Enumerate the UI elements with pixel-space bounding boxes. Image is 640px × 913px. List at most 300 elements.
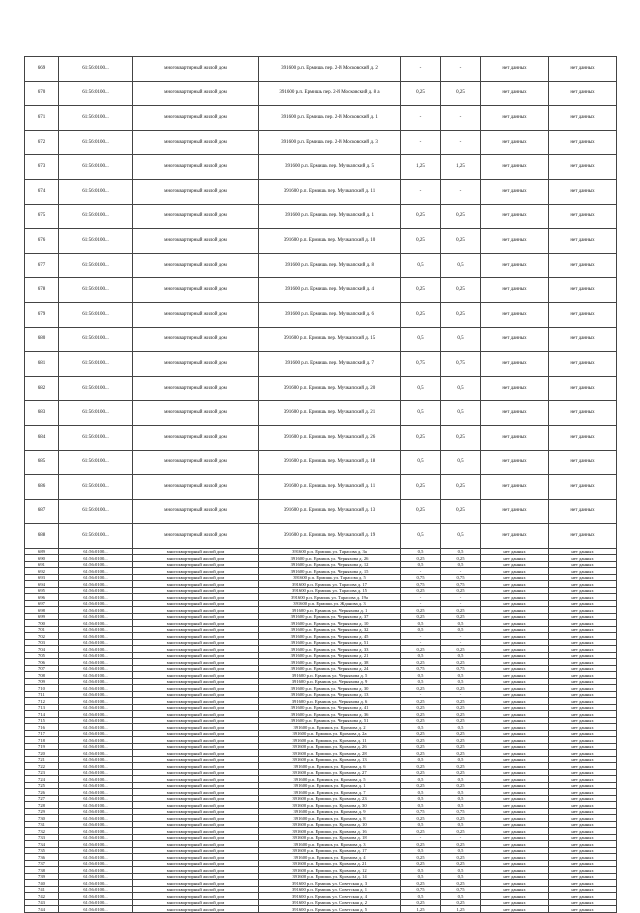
- value-b-cell: -: [441, 834, 481, 841]
- value-a-cell: 0,5: [401, 561, 441, 568]
- object-type-cell: многоквартирный жилой дом: [133, 352, 259, 377]
- cadastral-number-cell: 61:56:0100...: [59, 57, 133, 82]
- value-b-cell: 0,25: [441, 425, 481, 450]
- status-b-cell: нет данных: [549, 841, 617, 848]
- value-b-cell: 0,5: [441, 253, 481, 278]
- status-b-cell: нет данных: [549, 620, 617, 627]
- row-number-cell: 735: [25, 847, 59, 854]
- value-a-cell: -: [401, 691, 441, 698]
- status-b-cell: нет данных: [549, 678, 617, 685]
- row-number-cell: 692: [25, 568, 59, 575]
- value-b-cell: 0,25: [441, 81, 481, 106]
- value-a-cell: 0,25: [401, 204, 441, 229]
- status-a-cell: нет данных: [481, 499, 549, 524]
- cadastral-number-cell: 61:56:0100...: [59, 652, 133, 659]
- status-a-cell: нет данных: [481, 106, 549, 131]
- status-b-cell: нет данных: [549, 613, 617, 620]
- cadastral-number-cell: 61:56:0100...: [59, 724, 133, 731]
- value-b-cell: -: [441, 639, 481, 646]
- row-number-cell: 695: [25, 587, 59, 594]
- table-row: [25, 376, 617, 401]
- object-type-cell: многоквартирный жилой дом: [133, 841, 259, 848]
- address-cell: 391600 р.п. Ермишь ул. Кромова д. 17: [259, 847, 401, 854]
- value-b-cell: 0,5: [441, 672, 481, 679]
- value-b-cell: 0,25: [441, 555, 481, 562]
- value-b-cell: 0,5: [441, 548, 481, 555]
- cadastral-number-cell: 61:56:0100...: [59, 555, 133, 562]
- row-number-cell: 744: [25, 906, 59, 913]
- row-number-cell: 681: [25, 352, 59, 377]
- value-b-cell: 0,5: [441, 678, 481, 685]
- value-b-cell: 0,5: [441, 724, 481, 731]
- value-a-cell: 0,25: [401, 899, 441, 906]
- object-type-cell: многоквартирный жилой дом: [133, 659, 259, 666]
- object-type-cell: многоквартирный жилой дом: [133, 860, 259, 867]
- address-cell: 391600 р.п. Ермишь пер. 2-й Московский д. 1: [259, 106, 401, 131]
- address-cell: 391600 р.п. Ермишь пер. Мучкапский д. 5: [259, 155, 401, 180]
- cadastral-number-cell: 61:56:0100...: [59, 581, 133, 588]
- value-b-cell: 0,25: [441, 743, 481, 750]
- object-type-cell: многоквартирный жилой дом: [133, 678, 259, 685]
- value-b-cell: 0,25: [441, 587, 481, 594]
- address-cell: 391600 р.п. Ермишь ул. Черняхова д. 15: [259, 568, 401, 575]
- row-number-cell: 684: [25, 425, 59, 450]
- cadastral-number-cell: 61:56:0100...: [59, 873, 133, 880]
- cadastral-number-cell: 61:56:0100...: [59, 646, 133, 653]
- value-a-cell: 0,25: [401, 302, 441, 327]
- row-number-cell: 719: [25, 743, 59, 750]
- status-a-cell: нет данных: [481, 906, 549, 913]
- cadastral-number-cell: 61:56:0100...: [59, 607, 133, 614]
- status-b-cell: нет данных: [549, 704, 617, 711]
- object-type-cell: многоквартирный жилой дом: [133, 893, 259, 900]
- row-number-cell: 673: [25, 155, 59, 180]
- status-b-cell: нет данных: [549, 854, 617, 861]
- value-a-cell: -: [401, 639, 441, 646]
- row-number-cell: 679: [25, 302, 59, 327]
- status-b-cell: нет данных: [549, 691, 617, 698]
- cadastral-number-cell: 61:56:0100...: [59, 613, 133, 620]
- row-number-cell: 669: [25, 57, 59, 82]
- status-a-cell: нет данных: [481, 620, 549, 627]
- cadastral-number-cell: 61:56:0100...: [59, 789, 133, 796]
- status-b-cell: нет данных: [549, 847, 617, 854]
- status-b-cell: нет данных: [549, 155, 617, 180]
- object-type-cell: многоквартирный жилой дом: [133, 548, 259, 555]
- address-cell: 391600 р.п. Ермишь пер. Мучкапский д. 11: [259, 179, 401, 204]
- value-b-cell: 0,5: [441, 626, 481, 633]
- status-b-cell: нет данных: [549, 574, 617, 581]
- value-b-cell: 0,25: [441, 737, 481, 744]
- table-row: [25, 327, 617, 352]
- address-cell: 391600 р.п. Ермишь ул. Черняхова д. 26: [259, 555, 401, 562]
- object-type-cell: многоквартирный жилой дом: [133, 581, 259, 588]
- status-b-cell: нет данных: [549, 711, 617, 718]
- status-b-cell: нет данных: [549, 229, 617, 254]
- address-cell: 391600 р.п. Ермишь ул. Советская д. 4: [259, 893, 401, 900]
- status-a-cell: нет данных: [481, 600, 549, 607]
- cadastral-number-cell: 61:56:0100...: [59, 620, 133, 627]
- object-type-cell: многоквартирный жилой дом: [133, 620, 259, 627]
- status-b-cell: нет данных: [549, 179, 617, 204]
- value-a-cell: 0,5: [401, 873, 441, 880]
- table-row: [25, 130, 617, 155]
- value-b-cell: 0,25: [441, 704, 481, 711]
- object-type-cell: многоквартирный жилой дом: [133, 795, 259, 802]
- object-type-cell: многоквартирный жилой дом: [133, 873, 259, 880]
- status-a-cell: нет данных: [481, 789, 549, 796]
- row-number-cell: 730: [25, 815, 59, 822]
- address-cell: 391600 р.п. Ермишь ул. Кромова д. 16: [259, 828, 401, 835]
- status-a-cell: нет данных: [481, 893, 549, 900]
- row-number-cell: 714: [25, 711, 59, 718]
- cadastral-number-cell: 61:56:0100...: [59, 841, 133, 848]
- row-number-cell: 680: [25, 327, 59, 352]
- value-a-cell: 0,25: [401, 730, 441, 737]
- status-a-cell: нет данных: [481, 763, 549, 770]
- address-cell: 391600 р.п. Ермишь ул. Черняхова д. 12: [259, 561, 401, 568]
- cadastral-number-cell: 61:56:0100...: [59, 665, 133, 672]
- address-cell: 391600 р.п. Ермишь ул. Кромова д. 30: [259, 802, 401, 809]
- status-b-cell: нет данных: [549, 555, 617, 562]
- address-cell: 391600 р.п. Ермишь ул. Советская д. 5: [259, 906, 401, 913]
- address-cell: 391600 р.п. Ермишь ул. Советская д. 3: [259, 880, 401, 887]
- value-b-cell: 0,5: [441, 847, 481, 854]
- status-a-cell: нет данных: [481, 769, 549, 776]
- object-type-cell: многоквартирный жилой дом: [133, 828, 259, 835]
- address-cell: 391600 р.п. Ермишь ул. Кромова д. 23: [259, 795, 401, 802]
- address-cell: 391600 р.п. Ермишь ул. Черняхова д. 10: [259, 620, 401, 627]
- value-a-cell: -: [401, 106, 441, 131]
- status-b-cell: нет данных: [549, 607, 617, 614]
- cadastral-number-cell: 61:56:0100...: [59, 548, 133, 555]
- address-cell: 391600 р.п. Ермишь ул. Кромова д. 18: [259, 834, 401, 841]
- status-b-cell: нет данных: [549, 665, 617, 672]
- cadastral-number-cell: 61:56:0100...: [59, 906, 133, 913]
- row-number-cell: 678: [25, 278, 59, 303]
- status-a-cell: нет данных: [481, 450, 549, 475]
- object-type-cell: многоквартирный жилой дом: [133, 750, 259, 757]
- value-b-cell: 0,25: [441, 782, 481, 789]
- object-type-cell: многоквартирный жилой дом: [133, 155, 259, 180]
- status-a-cell: нет данных: [481, 743, 549, 750]
- row-number-cell: 724: [25, 776, 59, 783]
- status-a-cell: нет данных: [481, 685, 549, 692]
- value-a-cell: 0,5: [401, 652, 441, 659]
- address-cell: 391600 р.п. Ермишь пер. Мучкапский д. 1: [259, 204, 401, 229]
- address-cell: 391600 р.п. Ермишь ул. Кромова д. 2: [259, 724, 401, 731]
- object-type-cell: многоквартирный жилой дом: [133, 821, 259, 828]
- table-row: [25, 106, 617, 131]
- value-a-cell: 0,5: [401, 620, 441, 627]
- object-type-cell: многоквартирный жилой дом: [133, 743, 259, 750]
- cadastral-number-cell: 61:56:0100...: [59, 672, 133, 679]
- status-a-cell: нет данных: [481, 711, 549, 718]
- status-b-cell: нет данных: [549, 808, 617, 815]
- table-row: [25, 450, 617, 475]
- object-type-cell: многоквартирный жилой дом: [133, 698, 259, 705]
- status-b-cell: нет данных: [549, 899, 617, 906]
- value-a-cell: 0,75: [401, 665, 441, 672]
- address-cell: 391600 р.п. Ермишь ул. Черняхова д. 37: [259, 613, 401, 620]
- cadastral-number-cell: 61:56:0100...: [59, 893, 133, 900]
- object-type-cell: многоквартирный жилой дом: [133, 704, 259, 711]
- value-b-cell: 0,75: [441, 581, 481, 588]
- object-type-cell: многоквартирный жилой дом: [133, 886, 259, 893]
- status-a-cell: нет данных: [481, 834, 549, 841]
- cadastral-number-cell: 61:56:0100...: [59, 743, 133, 750]
- object-type-cell: многоквартирный жилой дом: [133, 724, 259, 731]
- cadastral-number-cell: 61:56:0100...: [59, 401, 133, 426]
- status-b-cell: нет данных: [549, 795, 617, 802]
- object-type-cell: многоквартирный жилой дом: [133, 130, 259, 155]
- value-b-cell: -: [441, 106, 481, 131]
- status-a-cell: нет данных: [481, 204, 549, 229]
- value-b-cell: 0,25: [441, 229, 481, 254]
- value-b-cell: 0,5: [441, 450, 481, 475]
- row-number-cell: 718: [25, 737, 59, 744]
- value-a-cell: 0,25: [401, 763, 441, 770]
- status-b-cell: нет данных: [549, 730, 617, 737]
- row-number-cell: 725: [25, 782, 59, 789]
- value-a-cell: -: [401, 179, 441, 204]
- status-b-cell: нет данных: [549, 789, 617, 796]
- row-number-cell: 721: [25, 756, 59, 763]
- address-cell: 391600 р.п. Ермишь пер. Мучкапский д. 6: [259, 302, 401, 327]
- row-number-cell: 697: [25, 600, 59, 607]
- value-b-cell: 0,25: [441, 685, 481, 692]
- status-a-cell: нет данных: [481, 561, 549, 568]
- value-b-cell: 0,25: [441, 607, 481, 614]
- object-type-cell: многоквартирный жилой дом: [133, 613, 259, 620]
- status-b-cell: нет данных: [549, 475, 617, 500]
- address-cell: 391600 р.п. Ермишь ул. Черняхова д. 30: [259, 685, 401, 692]
- value-b-cell: 0,25: [441, 659, 481, 666]
- cadastral-number-cell: 61:56:0100...: [59, 730, 133, 737]
- status-b-cell: нет данных: [549, 568, 617, 575]
- object-type-cell: многоквартирный жилой дом: [133, 899, 259, 906]
- status-b-cell: нет данных: [549, 561, 617, 568]
- address-cell: 391600 р.п. Ермишь пер. 2-й Московский д. 8 а: [259, 81, 401, 106]
- table-row: [25, 155, 617, 180]
- object-type-cell: многоквартирный жилой дом: [133, 587, 259, 594]
- table-row: [25, 229, 617, 254]
- status-b-cell: нет данных: [549, 886, 617, 893]
- status-b-cell: нет данных: [549, 906, 617, 913]
- address-cell: 391600 р.п. Ермишь ул. Кромова д. 3: [259, 841, 401, 848]
- address-cell: 391600 р.п. Ермишь пер. Мучкапский д. 20: [259, 376, 401, 401]
- status-b-cell: нет данных: [549, 743, 617, 750]
- value-a-cell: 0,5: [401, 672, 441, 679]
- value-a-cell: 0,25: [401, 750, 441, 757]
- address-cell: 391600 р.п. Ермишь ул. Черняхова д. 1: [259, 607, 401, 614]
- status-a-cell: нет данных: [481, 327, 549, 352]
- registry-table-body: [25, 57, 617, 913]
- status-a-cell: нет данных: [481, 568, 549, 575]
- value-b-cell: -: [441, 130, 481, 155]
- value-a-cell: 0,25: [401, 841, 441, 848]
- row-number-cell: 715: [25, 717, 59, 724]
- cadastral-number-cell: 61:56:0100...: [59, 763, 133, 770]
- row-number-cell: 702: [25, 633, 59, 640]
- cadastral-number-cell: 61:56:0100...: [59, 130, 133, 155]
- row-number-cell: 742: [25, 893, 59, 900]
- table-row: [25, 906, 617, 913]
- row-number-cell: 737: [25, 860, 59, 867]
- row-number-cell: 722: [25, 763, 59, 770]
- status-a-cell: нет данных: [481, 691, 549, 698]
- status-b-cell: нет данных: [549, 425, 617, 450]
- address-cell: 391600 р.п. Ермишь пер. Мучкапский д. 26: [259, 425, 401, 450]
- value-b-cell: 0,5: [441, 401, 481, 426]
- address-cell: 391600 р.п. Ермишь ул. Черняхова д. 32: [259, 626, 401, 633]
- address-cell: 391600 р.п. Ермишь ул. Советская д. 1: [259, 886, 401, 893]
- cadastral-number-cell: 61:56:0100...: [59, 685, 133, 692]
- table-row: [25, 425, 617, 450]
- row-number-cell: 693: [25, 574, 59, 581]
- row-number-cell: 670: [25, 81, 59, 106]
- status-b-cell: нет данных: [549, 776, 617, 783]
- value-a-cell: 0,5: [401, 821, 441, 828]
- status-b-cell: нет данных: [549, 204, 617, 229]
- object-type-cell: многоквартирный жилой дом: [133, 711, 259, 718]
- value-a-cell: 0,5: [401, 867, 441, 874]
- address-cell: 391600 р.п. Ермишь ул. Черняхова д. 13: [259, 691, 401, 698]
- status-b-cell: нет данных: [549, 376, 617, 401]
- object-type-cell: многоквартирный жилой дом: [133, 769, 259, 776]
- value-a-cell: 0,5: [401, 795, 441, 802]
- status-a-cell: нет данных: [481, 613, 549, 620]
- address-cell: 391600 р.п. Ермишь ул. Кромова д. 4: [259, 854, 401, 861]
- cadastral-number-cell: 61:56:0100...: [59, 737, 133, 744]
- value-a-cell: -: [401, 600, 441, 607]
- status-a-cell: нет данных: [481, 828, 549, 835]
- address-cell: 391600 р.п. Ермишь ул. Черняхова д. 38: [259, 659, 401, 666]
- object-type-cell: многоквартирный жилой дом: [133, 756, 259, 763]
- address-cell: 391600 р.п. Ермишь пер. Мучкапский д. 8: [259, 253, 401, 278]
- row-number-cell: 705: [25, 652, 59, 659]
- status-a-cell: нет данных: [481, 626, 549, 633]
- row-number-cell: 738: [25, 867, 59, 874]
- row-number-cell: 734: [25, 841, 59, 848]
- address-cell: 391600 р.п. Ермишь ул. Тарасова д. 3а: [259, 548, 401, 555]
- status-b-cell: нет данных: [549, 594, 617, 601]
- row-number-cell: 704: [25, 646, 59, 653]
- status-b-cell: нет данных: [549, 802, 617, 809]
- cadastral-number-cell: 61:56:0100...: [59, 278, 133, 303]
- value-b-cell: 0,25: [441, 854, 481, 861]
- status-a-cell: нет данных: [481, 229, 549, 254]
- cadastral-number-cell: 61:56:0100...: [59, 600, 133, 607]
- table-row: [25, 499, 617, 524]
- cadastral-number-cell: 61:56:0100...: [59, 302, 133, 327]
- value-b-cell: 0,25: [441, 646, 481, 653]
- value-a-cell: 0,25: [401, 769, 441, 776]
- object-type-cell: многоквартирный жилой дом: [133, 815, 259, 822]
- address-cell: 391600 р.п. Ермишь ул. Кромова д. 6: [259, 763, 401, 770]
- status-b-cell: нет данных: [549, 717, 617, 724]
- address-cell: 391600 р.п. Ермишь ул. Черняхова д. 41: [259, 704, 401, 711]
- row-number-cell: 685: [25, 450, 59, 475]
- address-cell: 391600 р.п. Ермишь пер. Мучкапский д. 18: [259, 450, 401, 475]
- value-b-cell: -: [441, 691, 481, 698]
- status-b-cell: нет данных: [549, 782, 617, 789]
- row-number-cell: 698: [25, 607, 59, 614]
- value-b-cell: 0,25: [441, 499, 481, 524]
- object-type-cell: многоквартирный жилой дом: [133, 834, 259, 841]
- value-a-cell: 0,5: [401, 253, 441, 278]
- object-type-cell: многоквартирный жилой дом: [133, 106, 259, 131]
- value-a-cell: 0,25: [401, 613, 441, 620]
- value-a-cell: 0,5: [401, 678, 441, 685]
- cadastral-number-cell: 61:56:0100...: [59, 828, 133, 835]
- address-cell: 391600 р.п. Ермишь ул. Черняхова д. 51: [259, 639, 401, 646]
- cadastral-number-cell: 61:56:0100...: [59, 750, 133, 757]
- status-b-cell: нет данных: [549, 828, 617, 835]
- cadastral-number-cell: 61:56:0100...: [59, 659, 133, 666]
- value-b-cell: -: [441, 594, 481, 601]
- address-cell: 391600 р.п. Ермишь ул. Кромова д. 28: [259, 750, 401, 757]
- row-number-cell: 694: [25, 581, 59, 588]
- status-a-cell: нет данных: [481, 665, 549, 672]
- value-a-cell: -: [401, 594, 441, 601]
- cadastral-number-cell: 61:56:0100...: [59, 802, 133, 809]
- object-type-cell: многоквартирный жилой дом: [133, 561, 259, 568]
- value-b-cell: -: [441, 57, 481, 82]
- address-cell: 391600 р.п. Ермишь ул. Кромова д. 9: [259, 808, 401, 815]
- object-type-cell: многоквартирный жилой дом: [133, 717, 259, 724]
- object-type-cell: многоквартирный жилой дом: [133, 253, 259, 278]
- value-a-cell: 0,75: [401, 574, 441, 581]
- table-row: [25, 524, 617, 549]
- row-number-cell: 706: [25, 659, 59, 666]
- value-b-cell: 1,25: [441, 155, 481, 180]
- status-b-cell: нет данных: [549, 769, 617, 776]
- cadastral-number-cell: 61:56:0100...: [59, 561, 133, 568]
- cadastral-number-cell: 61:56:0100...: [59, 782, 133, 789]
- address-cell: 391600 р.п. Ермишь пер. Мучкапский д. 7: [259, 352, 401, 377]
- address-cell: 391600 р.п. Ермишь ул. Черняхова д. 51: [259, 717, 401, 724]
- status-b-cell: нет данных: [549, 327, 617, 352]
- object-type-cell: многоквартирный жилой дом: [133, 639, 259, 646]
- address-cell: 391600 р.п. Ермишь ул. Тарасова д. 19а: [259, 594, 401, 601]
- row-number-cell: 699: [25, 613, 59, 620]
- status-b-cell: нет данных: [549, 815, 617, 822]
- status-b-cell: нет данных: [549, 524, 617, 549]
- value-a-cell: 1,25: [401, 906, 441, 913]
- status-b-cell: нет данных: [549, 756, 617, 763]
- cadastral-number-cell: 61:56:0100...: [59, 450, 133, 475]
- status-a-cell: нет данных: [481, 717, 549, 724]
- row-number-cell: 710: [25, 685, 59, 692]
- object-type-cell: многоквартирный жилой дом: [133, 730, 259, 737]
- value-a-cell: 0,5: [401, 524, 441, 549]
- status-a-cell: нет данных: [481, 873, 549, 880]
- value-a-cell: 0,25: [401, 685, 441, 692]
- row-number-cell: 696: [25, 594, 59, 601]
- status-b-cell: нет данных: [549, 253, 617, 278]
- value-b-cell: 0,5: [441, 893, 481, 900]
- value-a-cell: 0,75: [401, 886, 441, 893]
- value-b-cell: 0,5: [441, 524, 481, 549]
- status-b-cell: нет данных: [549, 352, 617, 377]
- value-a-cell: 0,5: [401, 893, 441, 900]
- cadastral-number-cell: 61:56:0100...: [59, 847, 133, 854]
- value-b-cell: 0,25: [441, 302, 481, 327]
- object-type-cell: многоквартирный жилой дом: [133, 847, 259, 854]
- object-type-cell: многоквартирный жилой дом: [133, 450, 259, 475]
- address-cell: 391600 р.п. Ермишь ул. Советская д. 2: [259, 899, 401, 906]
